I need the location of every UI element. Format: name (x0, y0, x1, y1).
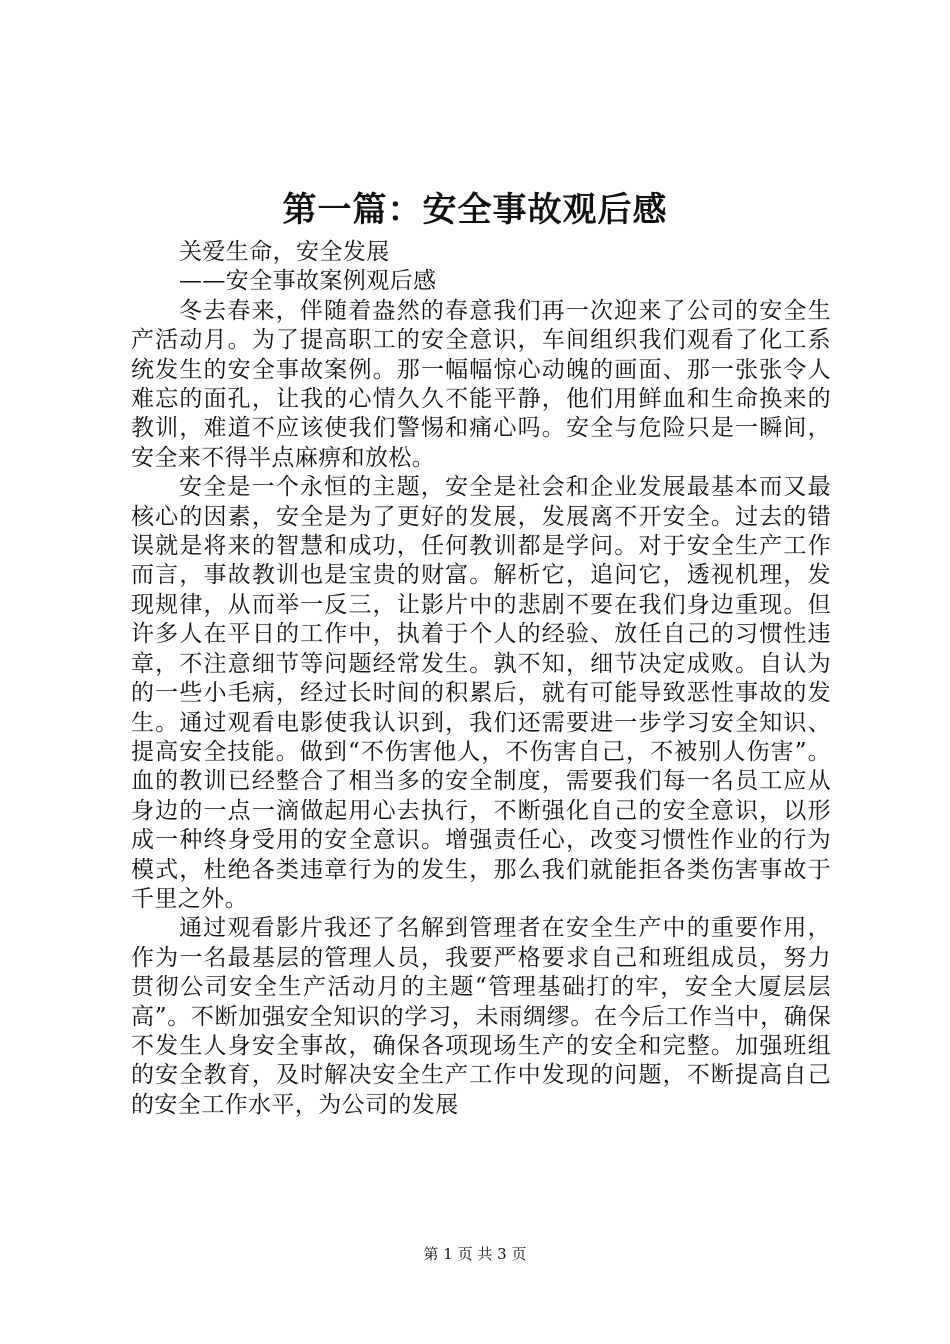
paragraph-2: 安全是一个永恒的主题，安全是社会和企业发展最基本而又最核心的因素，安全是为了更好的发展，发展离不开安全。过去的错误就是将来的智慧和成功，任何教训都是学问。对于安全生产工作而言，事故教训也是宝贵的财富。解析它，追问它，透视机理，发现规律，从而举一反三，让影片中的悲剧不要在我们身边重现。但许多人在平日的工作中，执着于个人的经验、放任自己的习惯性违章，不注意细节等问题经常发生。孰不知，细节决定成败。自认为的一些小毛病，经过长时间的积累后，就有可能导致恶性事故的发生。通过观看电影使我认识到，我们还需要进一步学习安全知识、提高安全技能。做到“不伤害他人，不伤害自己，不被别人伤害”。血的教训已经整合了相当多的安全制度，需要我们每一名员工应从身边的一点一滴做起用心去执行，不断强化自己的安全意识，以形成一种终身受用的安全意识。增强责任心，改变习惯性作业的行为模式，杜绝各类违章行为的发生，那么我们就能拒各类伤害事故于千里之外。 (131, 474, 831, 912)
document-body (131, 238, 831, 1120)
subtitle-line-1: 关爱生命，安全发展 (179, 239, 390, 265)
subtitle-line-2: ——安全事故案例观后感 (179, 268, 437, 295)
paragraph-1: 冬去春来，伴随着盎然的春意我们再一次迎来了公司的安全生产活动月。为了提高职工的安全意识，车间组织我们观看了化工系统发生的安全事故案例。那一幅幅惊心动魄的画面、那一张张令人难忘的面孔，让我的心情久久不能平静，他们用鲜血和生命换来的教训，难道不应该使我们警惕和痛心吗。安全与危险只是一瞬间，安全来不得半点麻痹和放松。 (131, 297, 831, 471)
document-title: 第一篇：安全事故观后感 (282, 190, 668, 230)
page-footer: 第 1 页 共 3 页 (423, 1245, 527, 1263)
paragraph-3: 通过观看影片我还了名解到管理者在安全生产中的重要作用，作为一名最基层的管理人员，我要严格要求自己和班组成员，努力贯彻公司安全生产活动月的主题“管理基础打的牢，安全大厦层层高”。不断加强安全知识的学习，未雨绸缪。在今后工作当中，确保不发生人身安全事故，确保各项现场生产的安全和完整。加强班组的安全教育，及时解决安全生产工作中发现的问题，不断提高自己的安全工作水平，为公司的发展 (131, 915, 831, 1118)
